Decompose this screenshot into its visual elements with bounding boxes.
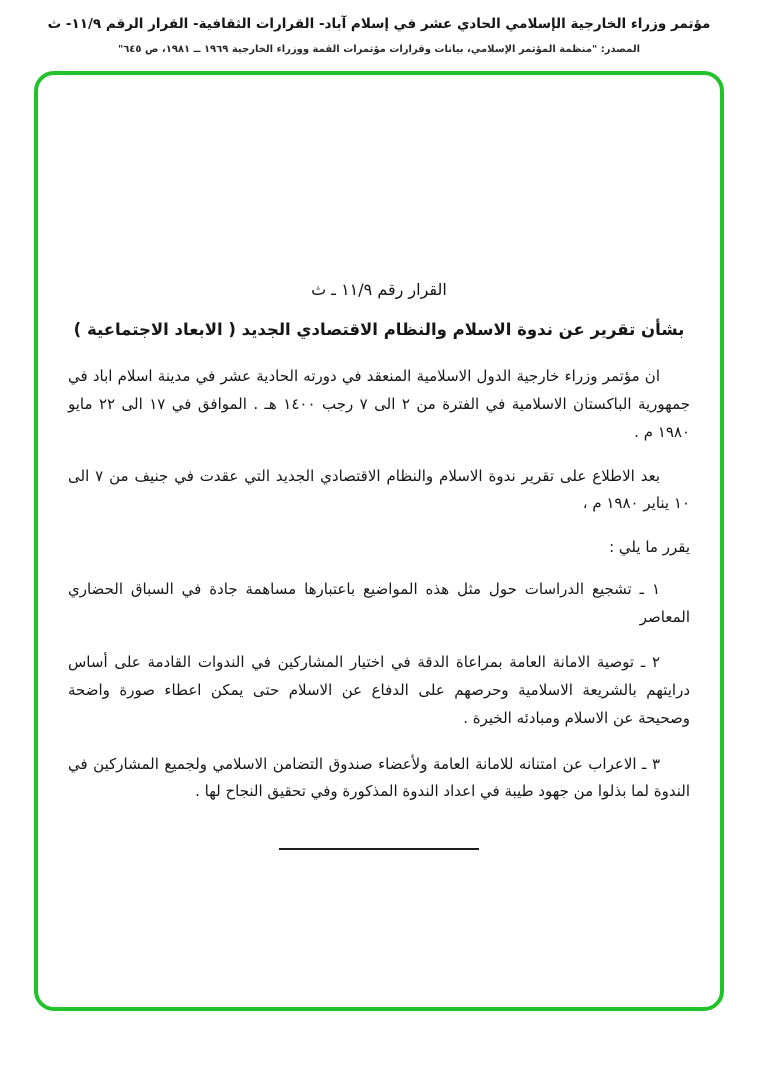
header-title: مؤتمر وزراء الخارجية الإسلامي الحادي عشر في إسلام آباد- القرارات الثقافية- القرار الرقم ١١/٩- ث bbox=[47, 16, 711, 32]
document-content bbox=[38, 75, 720, 850]
resolution-item-3: ٣ ـ الاعراب عن امتنانه للامانة العامة ولأعضاء صندوق التضامن الاسلامي ولجميع المشاركين في الندوة لما بذلوا من جهود طيبة في اعداد الندوة المذكورة وفي تحقيق النجاح لها . bbox=[68, 754, 690, 801]
resolution-item-1: ١ ـ تشجيع الدراسات حول مثل هذه المواضيع باعتبارها مساهمة جادة في السباق الحضاري المعاصر bbox=[68, 579, 690, 626]
resolution-item-2: ٢ ـ توصية الامانة العامة بمراعاة الدقة في اختيار المشاركين في الندوات القادمة على أساس درايتهم بالشريعة الاسلامية وحرصهم على الدفاع عن الاسلام حتى يمكن اعطاء صورة واضحة وصحيحة عن الاسلام ومبادئه الخيرة . bbox=[68, 653, 690, 727]
review-paragraph: بعد الاطلاع على تقرير ندوة الاسلام والنظام الاقتصادي الجديد التي عقدت في جنيف من ٧ الى ١٠ يناير ١٩٨٠ م ، bbox=[68, 466, 690, 513]
decides-line: يقرر ما يلي : bbox=[609, 538, 690, 557]
end-divider bbox=[279, 848, 479, 850]
header-source: المصدر: "منظمة المؤتمر الإسلامي، بيانات وقرارات مؤتمرات القمة ووزراء الخارجية ١٩٦٩ ــ ١٩٨١، ص ٦٤٥" bbox=[117, 44, 641, 56]
resolution-number: القرار رقم ١١/٩ ـ ث bbox=[311, 280, 447, 300]
page-header bbox=[0, 0, 758, 57]
resolution-subject: بشأن تقرير عن ندوة الاسلام والنظام الاقتصادي الجديد ( الابعاد الاجتماعية ) bbox=[73, 319, 685, 339]
document-frame bbox=[34, 71, 724, 1011]
preamble-paragraph: ان مؤتمر وزراء خارجية الدول الاسلامية المنعقد في دورته الحادية عشر في مدينة اسلام اباد في جمهورية الباكستان الاسلامية في الفترة من ٢ الى ٧ رجب ١٤٠٠ هـ . الموافق في ١٧ الى ٢٢ مايو ١٩٨٠ م . bbox=[68, 367, 691, 441]
